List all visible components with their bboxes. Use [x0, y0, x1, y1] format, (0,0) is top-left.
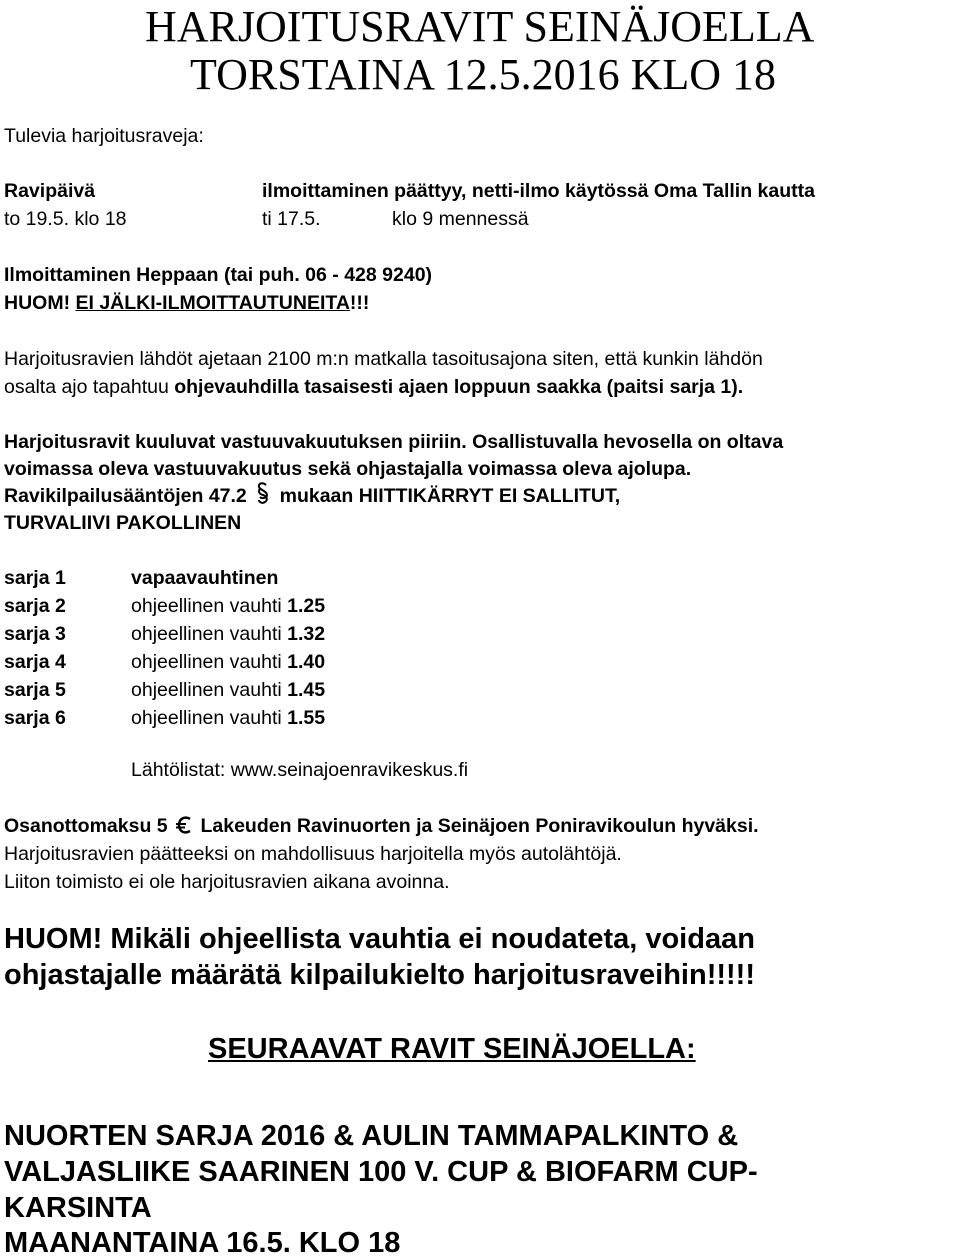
rules-line-2-plain: osalta ajo tapahtuu	[4, 376, 175, 398]
class-pace-value: 1.32	[287, 623, 326, 645]
fee-after: Lakeuden Ravinuorten ja Seinäjoen Poniravikoulun hyväksi.	[200, 815, 759, 837]
registration-line: Ilmoittaminen Heppaan (tai puh. 06 - 428 9240)	[4, 264, 433, 286]
next-event-line-2: VALJASLIIKE SAARINEN 100 V. CUP & BIOFARM CUP-	[4, 1156, 758, 1188]
title-line-1: HARJOITUSRAVIT SEINÄJOELLA	[145, 2, 815, 51]
next-event-line-4: MAANANTAINA 16.5. KLO 18	[4, 1227, 401, 1259]
class-pace-text: ohjeellinen vauhti	[131, 707, 288, 729]
rules-line-2	[4, 373, 743, 401]
class-pace-text: vapaavauhtinen	[131, 567, 279, 589]
class-pace-text: ohjeellinen vauhti	[131, 623, 288, 645]
class-name: sarja 1	[4, 567, 66, 589]
schedule-deadline-day: ti 17.5.	[262, 208, 321, 230]
registration-warning-prefix: HUOM!	[4, 292, 76, 314]
fee-line	[4, 812, 759, 840]
schedule-col2-header: ilmoittaminen päättyy, netti-ilmo käytössä Oma Tallin kautta	[262, 180, 815, 202]
class-row	[4, 704, 325, 732]
big-warning-line-2: ohjastajalle määrätä kilpailukielto harjoitusraveihin!!!!!	[4, 959, 755, 991]
class-pace-value: 1.55	[287, 707, 326, 729]
schedule-race-date: to 19.5. klo 18	[4, 208, 127, 230]
next-races-heading: SEURAAVAT RAVIT SEINÄJOELLA:	[208, 1033, 696, 1065]
class-name: sarja 4	[4, 651, 66, 673]
insurance-line-1b: Osallistuvalla hevosella on oltava	[466, 431, 784, 453]
insurance-line-4: TURVALIIVI PAKOLLINEN	[4, 512, 242, 534]
registration-warning-underlined: EI JÄLKI-ILMOITTAUTUNEITA	[75, 292, 350, 314]
class-pace-text: ohjeellinen vauhti	[131, 651, 288, 673]
fee-before: Osanottomaksu 5	[4, 815, 168, 837]
class-row	[4, 564, 325, 592]
class-row	[4, 648, 325, 676]
class-pace-text: ohjeellinen vauhti	[131, 679, 288, 701]
insurance-line-3b: mukaan HIITTIKÄRRYT EI SALLITUT,	[274, 485, 621, 507]
class-pace-value: 1.40	[287, 651, 326, 673]
class-row	[4, 676, 325, 704]
upcoming-label: Tulevia harjoitusraveja:	[4, 125, 204, 147]
classes-table	[4, 564, 325, 732]
class-row	[4, 592, 325, 620]
insurance-line-1a: Harjoitusravit kuuluvat vastuuvakuutuksen piiriin.	[4, 431, 467, 453]
schedule-col1-header: Ravipäivä	[4, 180, 96, 202]
title-line-2: TORSTAINA 12.5.2016 KLO 18	[190, 50, 777, 99]
registration-warning-suffix: !!!	[349, 292, 370, 314]
rules-line-1: Harjoitusravien lähdöt ajetaan 2100 m:n matkalla tasoitusajona siten, että kunkin lähdön	[4, 348, 763, 370]
class-pace-value: 1.45	[287, 679, 326, 701]
notes-line-2: Liiton toimisto ei ole harjoitusravien aikana avoinna.	[4, 871, 450, 893]
rules-line-2-bold: ohjevauhdilla tasaisesti ajaen loppuun saakka (paitsi sarja 1).	[174, 376, 744, 398]
next-event-line-3: KARSINTA	[4, 1192, 152, 1224]
class-name: sarja 3	[4, 623, 66, 645]
next-event-line-1: NUORTEN SARJA 2016 & AULIN TAMMAPALKINTO &	[4, 1120, 739, 1152]
start-lists-link[interactable]: Lähtölistat: www.seinajoenravikeskus.fi	[131, 759, 469, 781]
insurance-line-3a: Ravikilpailusääntöjen 47.2	[4, 485, 253, 507]
section-sign-icon	[252, 482, 274, 510]
notes-line-1: Harjoitusravien päätteeksi on mahdollisuus harjoitella myös autolähtöjä.	[4, 843, 622, 865]
insurance-line-1	[4, 428, 783, 456]
insurance-line-3	[4, 482, 620, 510]
class-name: sarja 5	[4, 679, 66, 701]
insurance-line-2: voimassa oleva vastuuvakuutus sekä ohjastajalla voimassa oleva ajolupa.	[4, 458, 692, 480]
schedule-deadline-time: klo 9 mennessä	[392, 208, 529, 230]
class-name: sarja 6	[4, 707, 66, 729]
big-warning-line-1: HUOM! Mikäli ohjeellista vauhtia ei noudateta, voidaan	[4, 923, 755, 955]
class-pace-text: ohjeellinen vauhti	[131, 595, 288, 617]
class-name: sarja 2	[4, 595, 66, 617]
euro-icon	[173, 812, 195, 840]
registration-warning	[4, 289, 369, 317]
class-pace-value: 1.25	[287, 595, 326, 617]
class-row	[4, 620, 325, 648]
